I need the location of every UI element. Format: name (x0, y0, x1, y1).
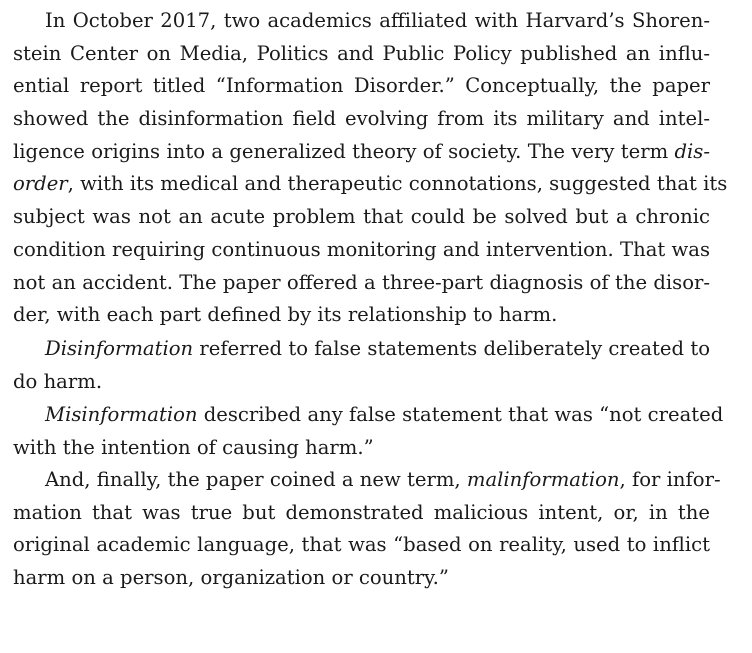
italic-term: Misinformation (45, 403, 198, 426)
text-line: showed the disinformation field evolving from its military and intel- (13, 107, 710, 131)
text-segment: , for infor- (619, 468, 721, 491)
paragraph-misinformation (13, 399, 724, 464)
text-line: mation that was true but demonstrated malicious intent, or, in the (13, 500, 710, 524)
italic-term: order (13, 172, 68, 196)
italic-term: dis- (674, 139, 710, 163)
paragraph-malinformation (13, 464, 721, 595)
text-line: original academic language, that was “based on reality, used to inflict (13, 533, 710, 557)
text-segment: And, finally, the paper coined a new term, (45, 468, 467, 491)
text-line (13, 136, 710, 169)
paragraph-disinformation (13, 333, 710, 398)
text-line: subject was not an acute problem that could be solved but a chronic (13, 205, 710, 229)
text-line (13, 464, 721, 497)
text-line: stein Center on Media, Politics and Public Policy published an influ- (13, 41, 710, 65)
text-line (13, 333, 710, 366)
italic-term: malinformation (466, 468, 620, 491)
text-segment: described any false statement that was “not created (197, 403, 724, 426)
text-line: harm on a person, organization or country.” (13, 566, 449, 590)
text-line (13, 399, 724, 432)
text-line (13, 168, 728, 201)
text-segment: referred to false statements deliberately created to (193, 337, 710, 360)
paragraph-report-intro (13, 5, 728, 332)
text-line: der, with each part defined by its relationship to harm. (13, 303, 558, 327)
text-segment: ligence origins into a generalized theory of society. The very term (13, 139, 675, 163)
text-segment: , with its medical and therapeutic connotations, suggested that its (67, 172, 728, 196)
text-line: In October 2017, two academics affiliated with Harvard’s Shoren- (45, 9, 710, 32)
text-line: with the intention of causing harm.” (13, 435, 374, 459)
text-line: not an accident. The paper offered a three-part diagnosis of the disor- (13, 270, 710, 294)
text-line: condition requiring continuous monitoring and intervention. That was (13, 237, 710, 261)
text-line: do harm. (13, 369, 103, 393)
text-line: ential report titled “Information Disorder.” Conceptually, the paper (13, 74, 710, 98)
italic-term: Disinformation (45, 337, 194, 360)
